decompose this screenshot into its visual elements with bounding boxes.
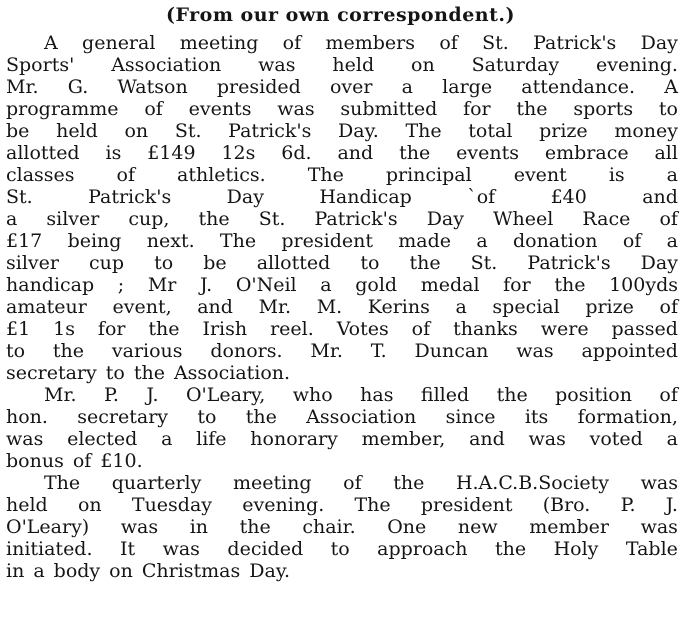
- word: of: [439, 32, 458, 54]
- word: was: [120, 516, 159, 538]
- word: It: [119, 538, 136, 560]
- word: on: [77, 494, 102, 516]
- word: Mr.: [44, 384, 77, 406]
- word: donors.: [210, 340, 283, 362]
- word: honorary: [250, 428, 338, 450]
- word: prize: [585, 296, 634, 318]
- word: a: [476, 230, 488, 252]
- word: appointed: [581, 340, 678, 362]
- paragraph-sports-meeting-line: [6, 164, 678, 186]
- paragraph-hacb-society-line: [6, 516, 678, 538]
- paragraph-sports-meeting-line: [6, 120, 678, 142]
- word: (Bro.: [542, 494, 591, 516]
- word: Day: [426, 208, 464, 230]
- word: body: [53, 560, 101, 582]
- paragraph-hacb-society-line: [44, 472, 678, 494]
- word: £17: [6, 230, 43, 252]
- word: member,: [361, 428, 446, 450]
- word: Sports': [6, 54, 75, 76]
- word: event: [513, 164, 567, 186]
- word: and: [642, 186, 678, 208]
- word: Mr.: [258, 296, 292, 318]
- word: The: [405, 120, 442, 142]
- word: was: [640, 516, 678, 538]
- paragraph-oleary-honour-line: [44, 384, 678, 406]
- word: was: [640, 472, 678, 494]
- word: Patrick's: [314, 208, 398, 230]
- word: submitted: [340, 98, 438, 120]
- word: approach: [377, 538, 468, 560]
- word: a: [666, 230, 678, 252]
- word: to: [360, 252, 380, 274]
- word: The: [307, 164, 344, 186]
- word: voted: [589, 428, 643, 450]
- paragraph-sports-meeting-line: [6, 274, 678, 296]
- word: passed: [611, 318, 678, 340]
- word: J.: [146, 384, 159, 406]
- word: £40: [550, 186, 587, 208]
- paragraph-sports-meeting-line: [6, 142, 678, 164]
- word: St.: [482, 32, 509, 54]
- paragraph-sports-meeting-line: [6, 230, 678, 252]
- word: the: [554, 274, 586, 296]
- word: principal: [385, 164, 472, 186]
- word: Day: [226, 186, 264, 208]
- word: Day.: [249, 560, 291, 582]
- word: held: [56, 120, 98, 142]
- paragraph-oleary-honour-line: [6, 406, 678, 428]
- word: classes: [6, 164, 75, 186]
- word: of: [659, 296, 678, 318]
- word: O'Neil: [235, 274, 297, 296]
- word: P.: [103, 384, 119, 406]
- word: The: [219, 230, 257, 252]
- word: A: [664, 76, 678, 98]
- word: Day.: [338, 120, 379, 142]
- word: O'Leary,: [185, 384, 266, 406]
- word: a: [666, 164, 678, 186]
- word: to: [105, 362, 125, 384]
- word: events: [188, 98, 252, 120]
- word: to: [154, 252, 174, 274]
- paragraph-oleary-honour-line: [6, 450, 678, 472]
- word: and: [469, 428, 505, 450]
- word: event,: [112, 296, 172, 318]
- word: is: [608, 164, 625, 186]
- word: in: [189, 516, 209, 538]
- word: chair.: [302, 516, 356, 538]
- word: on: [109, 560, 133, 582]
- word: members: [325, 32, 415, 54]
- word: all: [654, 142, 678, 164]
- word: presided: [216, 76, 301, 98]
- word: handicap: [6, 274, 95, 296]
- word: events: [456, 142, 519, 164]
- word: gold: [355, 274, 398, 296]
- word: Tuesday: [131, 494, 213, 516]
- word: to: [330, 538, 350, 560]
- word: the: [198, 208, 230, 230]
- paragraph-hacb-society-line: [6, 538, 678, 560]
- word: the: [399, 142, 431, 164]
- word: Kerins: [367, 296, 430, 318]
- word: amateur: [6, 296, 87, 318]
- word: attendance.: [521, 76, 635, 98]
- word: ;: [117, 274, 125, 296]
- word: The: [44, 472, 81, 494]
- word: held: [6, 494, 48, 516]
- word: Patrick's: [533, 32, 617, 54]
- word: and: [337, 142, 374, 164]
- word: of: [72, 450, 92, 472]
- word: Race: [582, 208, 631, 230]
- word: Association.: [173, 362, 291, 384]
- word: formation,: [577, 406, 678, 428]
- paragraph-hacb-society-line: [6, 560, 678, 582]
- word: was: [258, 54, 296, 76]
- word: is: [105, 142, 122, 164]
- word: Patrick's: [527, 252, 611, 274]
- word: over: [329, 76, 373, 98]
- word: to: [658, 98, 678, 120]
- word: Day: [640, 32, 678, 54]
- word: who: [292, 384, 333, 406]
- word: bonus: [6, 450, 64, 472]
- word: and: [197, 296, 233, 318]
- paragraph-hacb-society-line: [6, 494, 678, 516]
- word: Saturday: [471, 54, 560, 76]
- word: St.: [258, 208, 286, 230]
- word: position: [555, 384, 632, 406]
- word: £149: [147, 142, 196, 164]
- paragraph-sports-meeting-line: [6, 98, 678, 120]
- word: £1: [6, 318, 31, 340]
- word: has: [360, 384, 394, 406]
- paragraph-sports-meeting-line: [44, 32, 678, 54]
- word: the: [496, 384, 528, 406]
- word: sports: [573, 98, 634, 120]
- word: One: [387, 516, 427, 538]
- word: the: [245, 406, 277, 428]
- word: Wheel: [493, 208, 554, 230]
- word: Association: [111, 54, 222, 76]
- word: Patrick's: [88, 186, 172, 208]
- word: elected: [67, 428, 138, 450]
- word: T.: [370, 340, 387, 362]
- word: of: [411, 318, 431, 340]
- word: embrace: [544, 142, 629, 164]
- word: of: [282, 32, 302, 54]
- word: Watson: [117, 76, 188, 98]
- word: St.: [470, 252, 498, 274]
- word: the: [494, 538, 527, 560]
- word: St.: [174, 120, 202, 142]
- word: its: [524, 406, 549, 428]
- word: initiated.: [6, 538, 93, 560]
- word: of: [343, 472, 362, 494]
- word: Patrick's: [228, 120, 312, 142]
- word: was: [6, 428, 44, 450]
- word: the: [239, 516, 271, 538]
- word: president: [420, 494, 513, 516]
- word: general: [82, 32, 156, 54]
- word: J.: [200, 274, 213, 296]
- word: a: [6, 208, 18, 230]
- word: president: [281, 230, 373, 252]
- word: special: [492, 296, 560, 318]
- word: of: [622, 230, 642, 252]
- word: prize: [539, 120, 588, 142]
- word: being: [67, 230, 122, 252]
- word: be: [203, 252, 227, 274]
- word: `of: [467, 186, 496, 208]
- paragraph-sports-meeting-line: [6, 362, 678, 384]
- paragraph-sports-meeting-line: [6, 340, 678, 362]
- paragraph-sports-meeting-line: [6, 296, 678, 318]
- word: of: [144, 98, 163, 120]
- word: the: [52, 340, 85, 362]
- word: of: [659, 208, 678, 230]
- word: Mr: [147, 274, 177, 296]
- word: O'Leary): [6, 516, 90, 538]
- word: Mr.: [310, 340, 343, 362]
- paragraph-sports-meeting-line: [6, 54, 678, 76]
- word: was: [516, 340, 554, 362]
- word: Duncan: [414, 340, 489, 362]
- word: 6d.: [281, 142, 312, 164]
- word: on: [124, 120, 149, 142]
- word: 12s: [221, 142, 256, 164]
- word: cup,: [128, 208, 170, 230]
- word: A: [44, 32, 58, 54]
- word: secretary: [77, 406, 169, 428]
- word: evening.: [595, 54, 678, 76]
- word: silver: [46, 208, 100, 230]
- word: was: [162, 538, 200, 560]
- word: held: [332, 54, 375, 76]
- word: a: [33, 560, 45, 582]
- word: the: [148, 318, 180, 340]
- word: large: [442, 76, 493, 98]
- word: of: [659, 384, 678, 406]
- word: Table: [625, 538, 678, 560]
- word: next.: [146, 230, 195, 252]
- word: for: [97, 318, 126, 340]
- word: on: [411, 54, 435, 76]
- word: athletics.: [177, 164, 266, 186]
- word: money: [614, 120, 678, 142]
- word: a: [161, 428, 173, 450]
- word: The: [354, 494, 391, 516]
- word: new: [457, 516, 498, 538]
- clipping-heading: (From our own correspondent.): [165, 4, 515, 26]
- word: was: [528, 428, 566, 450]
- word: £10.: [100, 450, 143, 472]
- word: 100yds: [609, 274, 678, 296]
- word: J.: [665, 494, 678, 516]
- paragraph-sports-meeting-line: [6, 318, 678, 340]
- word: life: [196, 428, 227, 450]
- word: thanks: [453, 318, 518, 340]
- word: Holy: [553, 538, 599, 560]
- word: the: [516, 98, 548, 120]
- word: reel.: [270, 318, 314, 340]
- word: quarterly: [111, 472, 202, 494]
- paragraph-sports-meeting-line: [6, 208, 678, 230]
- word: various: [111, 340, 183, 362]
- word: for: [503, 274, 531, 296]
- word: P.: [620, 494, 636, 516]
- word: a: [401, 76, 413, 98]
- word: hon.: [6, 406, 48, 428]
- word: St.: [6, 186, 33, 208]
- word: a: [666, 428, 678, 450]
- word: 1s: [53, 318, 75, 340]
- word: cup: [89, 252, 125, 274]
- word: secretary: [6, 362, 97, 384]
- word: were: [540, 318, 589, 340]
- word: M.: [316, 296, 343, 318]
- word: programme: [6, 98, 119, 120]
- paragraph-sports-meeting-line: [6, 76, 678, 98]
- word: H.A.C.B.Society: [455, 472, 610, 494]
- word: filled: [420, 384, 470, 406]
- word: member: [529, 516, 609, 538]
- word: Mr.: [6, 76, 39, 98]
- word: since: [445, 406, 496, 428]
- word: made: [398, 230, 452, 252]
- word: donation: [512, 230, 598, 252]
- word: allotted: [6, 142, 80, 164]
- word: meeting: [179, 32, 259, 54]
- word: evening.: [242, 494, 325, 516]
- word: to: [6, 340, 26, 362]
- word: the: [133, 362, 165, 384]
- word: meeting: [232, 472, 312, 494]
- word: Association: [306, 406, 417, 428]
- word: medal: [420, 274, 480, 296]
- word: a: [455, 296, 467, 318]
- paragraph-oleary-honour-line: [6, 428, 678, 450]
- word: G.: [67, 76, 89, 98]
- paragraph-sports-meeting-line: [6, 186, 678, 208]
- paragraph-sports-meeting-line: [6, 252, 678, 274]
- word: the: [409, 252, 441, 274]
- word: total: [468, 120, 513, 142]
- word: decided: [227, 538, 304, 560]
- word: for: [463, 98, 491, 120]
- word: allotted: [256, 252, 331, 274]
- word: to: [197, 406, 217, 428]
- word: Christmas: [141, 560, 241, 582]
- word: silver: [6, 252, 59, 274]
- word: a: [320, 274, 332, 296]
- word: Handicap: [319, 186, 412, 208]
- word: was: [277, 98, 315, 120]
- word: Irish: [202, 318, 248, 340]
- word: Day: [640, 252, 678, 274]
- word: in: [6, 560, 25, 582]
- word: the: [393, 472, 425, 494]
- word: Votes: [336, 318, 389, 340]
- word: be: [6, 120, 30, 142]
- word: of: [116, 164, 136, 186]
